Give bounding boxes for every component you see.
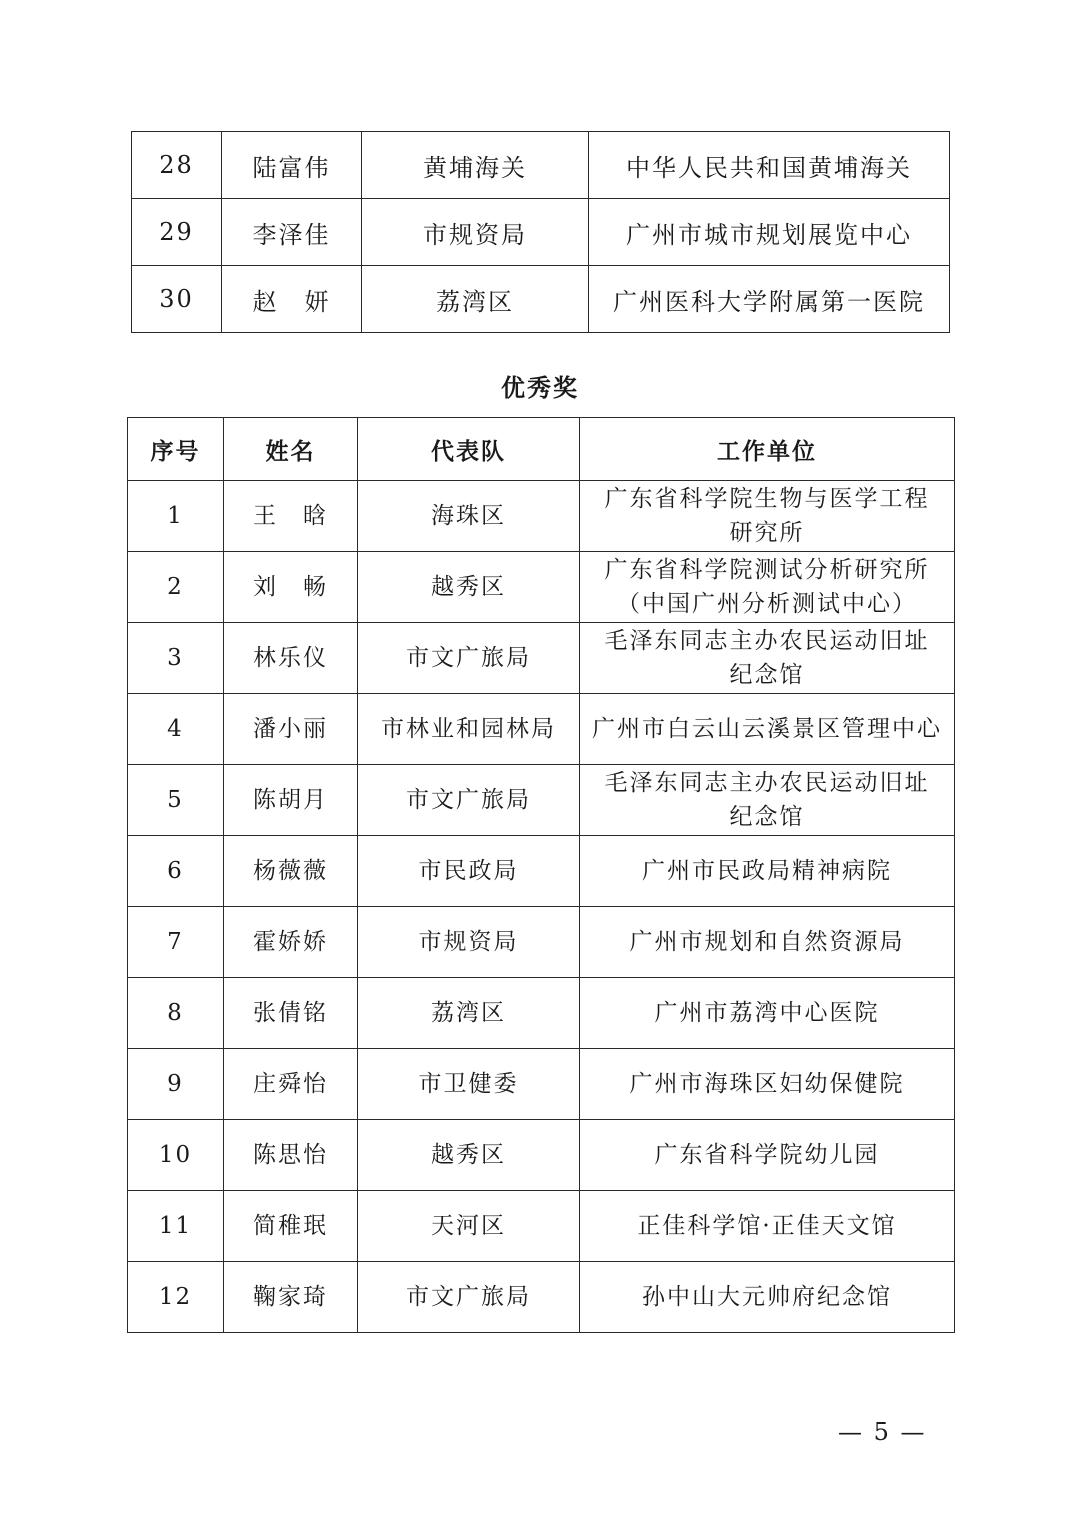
top-table-body [132, 132, 950, 333]
cell-unit: 广州市规划和自然资源局 [580, 907, 955, 978]
section-title: 优秀奖 [501, 374, 579, 402]
cell-team: 市林业和园林局 [358, 694, 580, 765]
cell-unit: 广州市荔湾中心医院 [580, 978, 955, 1049]
cell-team: 天河区 [358, 1191, 580, 1262]
table-row [128, 1191, 955, 1262]
table-row [128, 907, 955, 978]
cell-unit: 中华人民共和国黄埔海关 [589, 132, 950, 199]
cell-no: 12 [128, 1262, 224, 1333]
table-row [128, 481, 955, 552]
table-row [128, 765, 955, 836]
cell-name: 庄舜怡 [224, 1049, 358, 1120]
cell-unit: 广州市白云山云溪景区管理中心 [580, 694, 955, 765]
cell-no: 4 [128, 694, 224, 765]
cell-no: 28 [132, 132, 222, 199]
header-name: 姓名 [224, 418, 358, 481]
table-row [132, 199, 950, 266]
table-row [128, 623, 955, 694]
cell-name: 鞠家琦 [224, 1262, 358, 1333]
cell-team: 市规资局 [362, 199, 589, 266]
cell-name: 杨薇薇 [224, 836, 358, 907]
cell-team: 越秀区 [358, 552, 580, 623]
cell-team: 越秀区 [358, 1120, 580, 1191]
cell-no: 30 [132, 266, 222, 333]
header-team: 代表队 [358, 418, 580, 481]
cell-name: 陈胡月 [224, 765, 358, 836]
cell-team: 黄埔海关 [362, 132, 589, 199]
cell-no: 8 [128, 978, 224, 1049]
cell-unit: 广东省科学院测试分析研究所 （中国广州分析测试中心） [580, 552, 955, 623]
cell-team: 荔湾区 [362, 266, 589, 333]
cell-unit: 广州市海珠区妇幼保健院 [580, 1049, 955, 1120]
cell-no: 29 [132, 199, 222, 266]
cell-unit: 毛泽东同志主办农民运动旧址 纪念馆 [580, 765, 955, 836]
table-row [132, 132, 950, 199]
cell-no: 9 [128, 1049, 224, 1120]
bottom-table-body [128, 481, 955, 1333]
cell-name: 潘小丽 [224, 694, 358, 765]
cell-name: 林乐仪 [224, 623, 358, 694]
cell-unit: 广州市城市规划展览中心 [589, 199, 950, 266]
cell-team: 市卫健委 [358, 1049, 580, 1120]
table-row [128, 1262, 955, 1333]
cell-unit: 孙中山大元帅府纪念馆 [580, 1262, 955, 1333]
table-row [128, 552, 955, 623]
cell-team: 市文广旅局 [358, 1262, 580, 1333]
cell-team: 市民政局 [358, 836, 580, 907]
cell-name: 赵 妍 [222, 266, 362, 333]
table-row [132, 266, 950, 333]
cell-unit: 正佳科学馆·正佳天文馆 [580, 1191, 955, 1262]
cell-no: 10 [128, 1120, 224, 1191]
cell-team: 荔湾区 [358, 978, 580, 1049]
cell-no: 1 [128, 481, 224, 552]
cell-unit: 广东省科学院生物与医学工程 研究所 [580, 481, 955, 552]
cell-team: 市文广旅局 [358, 623, 580, 694]
top-award-table [131, 131, 950, 333]
cell-unit: 广州市民政局精神病院 [580, 836, 955, 907]
table-row [128, 694, 955, 765]
cell-name: 简稚珉 [224, 1191, 358, 1262]
table-row [128, 1049, 955, 1120]
cell-name: 陆富伟 [222, 132, 362, 199]
cell-name: 王 晗 [224, 481, 358, 552]
cell-unit: 毛泽东同志主办农民运动旧址 纪念馆 [580, 623, 955, 694]
table-row [128, 1120, 955, 1191]
header-unit: 工作单位 [580, 418, 955, 481]
cell-name: 陈思怡 [224, 1120, 358, 1191]
cell-unit: 广州医科大学附属第一医院 [589, 266, 950, 333]
cell-no: 11 [128, 1191, 224, 1262]
excellence-award-table [127, 417, 955, 1333]
page-number: — 5 — [838, 1418, 927, 1446]
cell-no: 7 [128, 907, 224, 978]
cell-no: 3 [128, 623, 224, 694]
cell-no: 5 [128, 765, 224, 836]
cell-team: 市文广旅局 [358, 765, 580, 836]
cell-name: 刘 畅 [224, 552, 358, 623]
table-header-row [128, 418, 955, 481]
table-row [128, 836, 955, 907]
cell-team: 市规资局 [358, 907, 580, 978]
cell-name: 霍娇娇 [224, 907, 358, 978]
header-no: 序号 [128, 418, 224, 481]
cell-no: 6 [128, 836, 224, 907]
cell-team: 海珠区 [358, 481, 580, 552]
cell-name: 李泽佳 [222, 199, 362, 266]
cell-no: 2 [128, 552, 224, 623]
cell-unit: 广东省科学院幼儿园 [580, 1120, 955, 1191]
table-row [128, 978, 955, 1049]
cell-name: 张倩铭 [224, 978, 358, 1049]
